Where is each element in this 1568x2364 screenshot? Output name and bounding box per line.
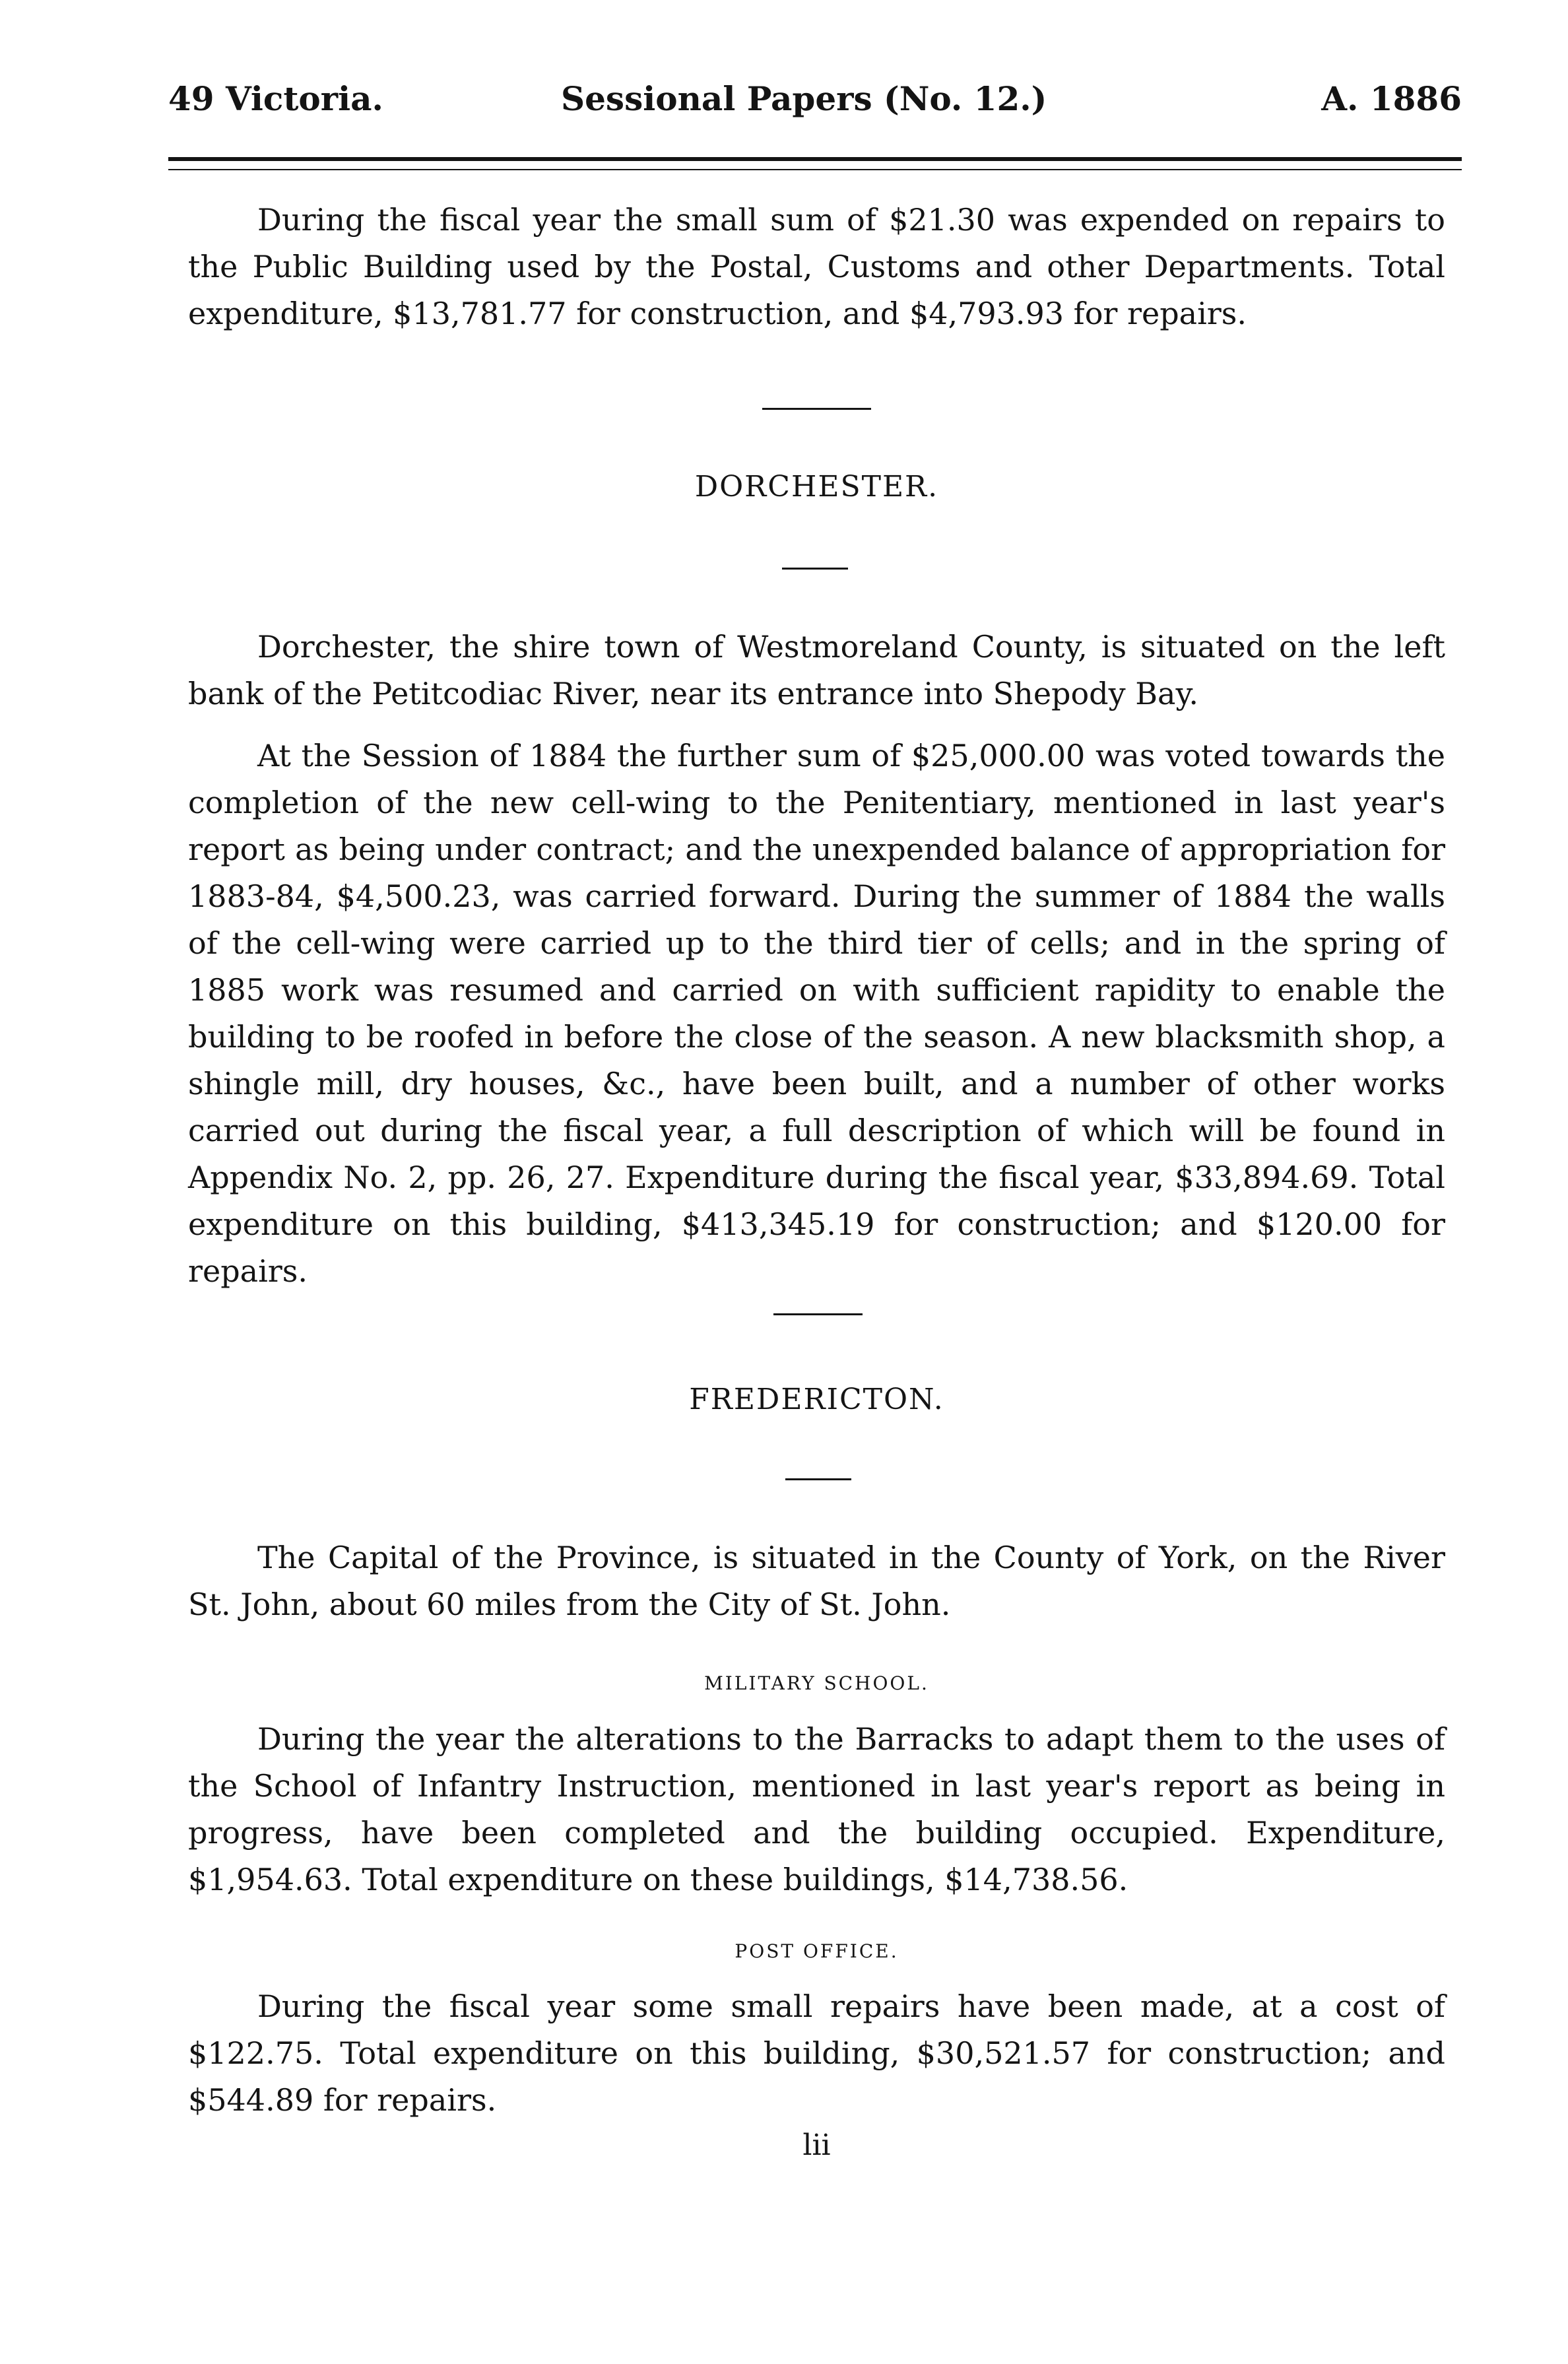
running-header xyxy=(168,79,1462,125)
section-divider xyxy=(773,1313,863,1315)
dorchester-paragraph: Dorchester, the shire town of Westmoreland County, is situated on the left bank of the Petitcodiac River, near its entrance into Shepody Bay. xyxy=(188,629,1445,711)
header-rule-thick xyxy=(168,157,1462,161)
subheading-post-office: POST OFFICE. xyxy=(735,1940,899,1962)
section-divider xyxy=(785,1478,851,1480)
page-number: lii xyxy=(802,2128,831,2162)
post-office-paragraph: During the fiscal year some small repairs have been made, at a cost of $122.75. Total expenditure on this building, $30,521.57 for construction; and $544.89 for repairs. xyxy=(188,1988,1445,2118)
military-school-paragraph: During the year the alterations to the Barracks to adapt them to the uses of the School of Infantry Instruction, mentioned in last year's report as being in progress, have been completed and the building occupied. Expenditure, $1,954.63. Total expenditure on these buildings, $14,738.56. xyxy=(188,1721,1445,1897)
section-divider xyxy=(762,408,871,410)
fredericton-intro-paragraph: The Capital of the Province, is situated in the County of York, on the River St. John, about 60 miles from the City of St. John. xyxy=(188,1540,1445,1622)
intro-paragraph: During the fiscal year the small sum of $21.30 was expended on repairs to the Public Building used by the Postal, Customs and other Departments. Total expenditure, $13,781.77 for construction, and $4,793.93 for repairs. xyxy=(188,202,1445,331)
section-divider xyxy=(782,568,848,570)
header-rule-thin xyxy=(168,169,1462,170)
section-heading-dorchester: DORCHESTER. xyxy=(694,470,939,504)
section-heading-fredericton: FREDERICTON. xyxy=(689,1383,944,1416)
header-series-title: Sessional Papers (No. 12.) xyxy=(561,79,1047,118)
dorchester-paragraph: At the Session of 1884 the further sum of $25,000.00 was voted towards the completion of the new cell-wing to the Penitentiary, mentioned in last year's report as being under contract; and the unexpended balance of appropriation for 1883-84, $4,500.23, was carried forward. During the summer of 1884 the walls of the cell-wing were carried up to the third tier of cells; and in the spring of 1885 work was resumed and carried on with sufficient rapidity to enable the building to be roofed in before the close of the season. A new blacksmith shop, a shingle mill, dry houses, &c., have been built, and a number of other works carried out during the fiscal year, a full description of which will be found in Appendix No. 2, pp. 26, 27. Expenditure during the fiscal year, $33,894.69. Total expenditure on this building, $413,345.19 for construction; and $120.00 for repairs. xyxy=(188,738,1445,1289)
header-regnal-year: 49 Victoria. xyxy=(168,79,383,118)
header-year: A. 1886 xyxy=(1321,79,1462,118)
subheading-military-school: MILITARY SCHOOL. xyxy=(704,1672,929,1694)
